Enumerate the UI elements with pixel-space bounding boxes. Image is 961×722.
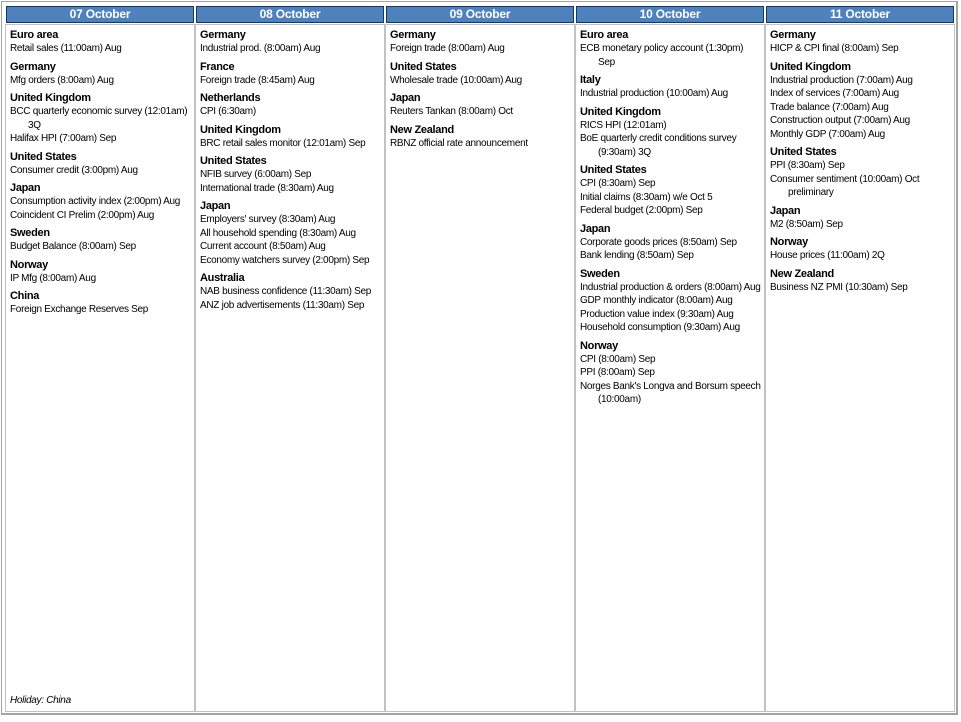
country-entry [200, 28, 381, 56]
event-item: CPI (6:30am) [200, 106, 256, 117]
day-body [575, 24, 765, 712]
event-item: Budget Balance (8:00am) Sep [10, 241, 136, 252]
day-header: 07 October [6, 6, 194, 23]
event-item: Consumption activity index (2:00pm) Aug [10, 196, 181, 207]
country-name: Norway [580, 339, 618, 352]
country-name: Italy [580, 74, 601, 86]
day-header: 09 October [386, 6, 574, 23]
country-entry [580, 28, 761, 69]
day-column-08-october [195, 6, 385, 712]
event-item: NAB business confidence (11:30am) Sep [200, 286, 372, 297]
event-item: International trade (8:30am) Aug [200, 182, 334, 194]
event-item: Federal budget (2:00pm) Sep [580, 205, 703, 216]
event-item: Production value index (9:30am) Aug [580, 308, 734, 320]
country-name: United Kingdom [10, 92, 91, 104]
country-entry [10, 226, 191, 254]
country-entry [390, 123, 571, 151]
event-item: RICS HPI (12:01am) [580, 119, 667, 131]
country-name: United States [390, 60, 457, 73]
country-entry [580, 267, 761, 335]
country-name: Sweden [580, 267, 620, 280]
country-name: Germany [770, 29, 816, 41]
country-entry [770, 267, 951, 295]
country-entry [770, 235, 951, 263]
country-name: Norway [10, 258, 48, 271]
country-entry [580, 163, 761, 218]
country-name: New Zealand [390, 123, 454, 136]
day-column-09-october [385, 6, 575, 712]
event-item: BCC quarterly economic survey (12:01am) 3Q [10, 106, 188, 131]
day-column-10-october [575, 6, 765, 712]
event-item: Mfg orders (8:00am) Aug [10, 74, 114, 86]
event-item: GDP monthly indicator (8:00am) Aug [580, 295, 733, 306]
event-item: BoE quarterly credit conditions survey (9:30am) 3Q [580, 133, 737, 158]
country-entry [10, 258, 191, 286]
country-entry [390, 60, 571, 88]
country-name: Sweden [10, 227, 50, 239]
country-entry [770, 204, 951, 232]
day-body [765, 24, 955, 712]
event-item: PPI (8:00am) Sep [580, 367, 655, 378]
event-item: Bank lending (8:50am) Sep [580, 250, 694, 261]
country-name: Euro area [10, 29, 59, 41]
country-name: France [200, 60, 235, 73]
event-item: Industrial production & orders (8:00am) Aug [580, 281, 761, 293]
country-entry [200, 199, 381, 267]
country-entry [10, 150, 191, 178]
entry-list [390, 27, 571, 150]
entry-list [200, 27, 381, 312]
country-name: Germany [390, 29, 436, 41]
day-header: 08 October [196, 6, 384, 23]
country-entry [200, 154, 381, 195]
event-item: House prices (11:00am) 2Q [770, 250, 885, 261]
event-item: CPI (8:00am) Sep [580, 353, 656, 365]
event-item: ANZ job advertisements (11:30am) Sep [200, 299, 365, 311]
entry-list [770, 27, 951, 294]
day-header: 10 October [576, 6, 764, 23]
event-item: Foreign trade (8:00am) Aug [390, 43, 505, 54]
country-entry [200, 123, 381, 151]
country-name: United States [770, 146, 837, 158]
country-entry [580, 222, 761, 263]
country-entry [10, 28, 191, 56]
event-item: NFIB survey (6:00am) Sep [200, 169, 312, 180]
country-name: New Zealand [770, 267, 834, 280]
event-item: BRC retail sales monitor (12:01am) Sep [200, 137, 366, 149]
event-item: IP Mfg (8:00am) Aug [10, 272, 96, 284]
country-entry [10, 60, 191, 88]
country-entry [580, 339, 761, 407]
country-name: United States [200, 155, 267, 167]
event-item: Consumer sentiment (10:00am) Oct preliminary [770, 173, 920, 198]
country-entry [390, 28, 571, 56]
event-item: Current account (8:50am) Aug [200, 241, 326, 252]
country-name: United Kingdom [580, 105, 661, 118]
country-entry [200, 91, 381, 119]
country-entry [770, 145, 951, 200]
country-name: United States [10, 150, 77, 163]
event-item: Trade balance (7:00am) Aug [770, 101, 889, 113]
country-entry [200, 271, 381, 312]
event-item: Industrial production (10:00am) Aug [580, 88, 728, 99]
event-item: Consumer credit (3:00pm) Aug [10, 164, 138, 176]
country-name: United Kingdom [770, 60, 851, 73]
event-item: Coincident CI Prelim (2:00pm) Aug [10, 209, 155, 221]
country-name: Germany [200, 29, 246, 41]
day-body [385, 24, 575, 712]
country-entry [770, 28, 951, 56]
country-name: Australia [200, 272, 245, 284]
country-entry [200, 60, 381, 88]
event-item: Corporate goods prices (8:50am) Sep [580, 236, 737, 248]
event-item: Foreign Exchange Reserves Sep [10, 304, 149, 315]
event-item: Initial claims (8:30am) w/e Oct 5 [580, 191, 713, 203]
event-item: Employers' survey (8:30am) Aug [200, 214, 336, 225]
country-name: Japan [10, 182, 41, 194]
country-name: Norway [770, 236, 808, 248]
event-item: RBNZ official rate announcement [390, 137, 528, 149]
event-item: HICP & CPI final (8:00am) Sep [770, 43, 899, 54]
day-column-07-october [5, 6, 195, 712]
day-column-11-october [765, 6, 955, 712]
event-item: Business NZ PMI (10:30am) Sep [770, 281, 908, 293]
country-name: Euro area [580, 29, 629, 41]
event-item: PPI (8:30am) Sep [770, 160, 845, 171]
country-entry [390, 91, 571, 119]
entry-list [10, 27, 191, 317]
country-entry [770, 60, 951, 142]
event-item: Monthly GDP (7:00am) Aug [770, 128, 885, 140]
event-item: ECB monetary policy account (1:30pm) Sep [580, 43, 744, 68]
event-item: Industrial prod. (8:00am) Aug [200, 43, 321, 54]
event-item: Norges Bank's Longva and Borsum speech (10:00am) [580, 380, 761, 405]
country-entry [580, 73, 761, 101]
country-name: Japan [580, 222, 611, 235]
day-header: 11 October [766, 6, 954, 23]
country-name: Germany [10, 60, 56, 73]
country-entry [10, 289, 191, 317]
event-item: CPI (8:30am) Sep [580, 178, 656, 189]
event-item: Economy watchers survey (2:00pm) Sep [200, 254, 370, 266]
event-item: All household spending (8:30am) Aug [200, 227, 356, 239]
event-item: Wholesale trade (10:00am) Aug [390, 74, 522, 86]
country-name: Netherlands [200, 92, 261, 104]
country-name: United Kingdom [200, 123, 281, 136]
event-item: Household consumption (9:30am) Aug [580, 322, 740, 333]
entry-list [580, 27, 761, 407]
event-item: Construction output (7:00am) Aug [770, 115, 910, 126]
event-item: Industrial production (7:00am) Aug [770, 74, 913, 86]
day-body [195, 24, 385, 712]
event-item: Halifax HPI (7:00am) Sep [10, 133, 117, 144]
event-item: Retail sales (11:00am) Aug [10, 43, 122, 54]
country-name: Japan [390, 92, 421, 104]
event-item: M2 (8:50am) Sep [770, 218, 843, 230]
country-name: Japan [770, 204, 801, 217]
calendar-week-grid [5, 6, 955, 712]
country-entry [580, 105, 761, 160]
country-name: United States [580, 164, 647, 176]
event-item: Index of services (7:00am) Aug [770, 88, 899, 99]
country-entry [10, 91, 191, 146]
holiday-note: Holiday: China [10, 695, 71, 706]
event-item: Reuters Tankan (8:00am) Oct [390, 106, 513, 117]
country-name: Japan [200, 200, 231, 212]
day-body [5, 24, 195, 712]
country-entry [10, 181, 191, 222]
event-item: Foreign trade (8:45am) Aug [200, 74, 315, 86]
country-name: China [10, 290, 40, 302]
